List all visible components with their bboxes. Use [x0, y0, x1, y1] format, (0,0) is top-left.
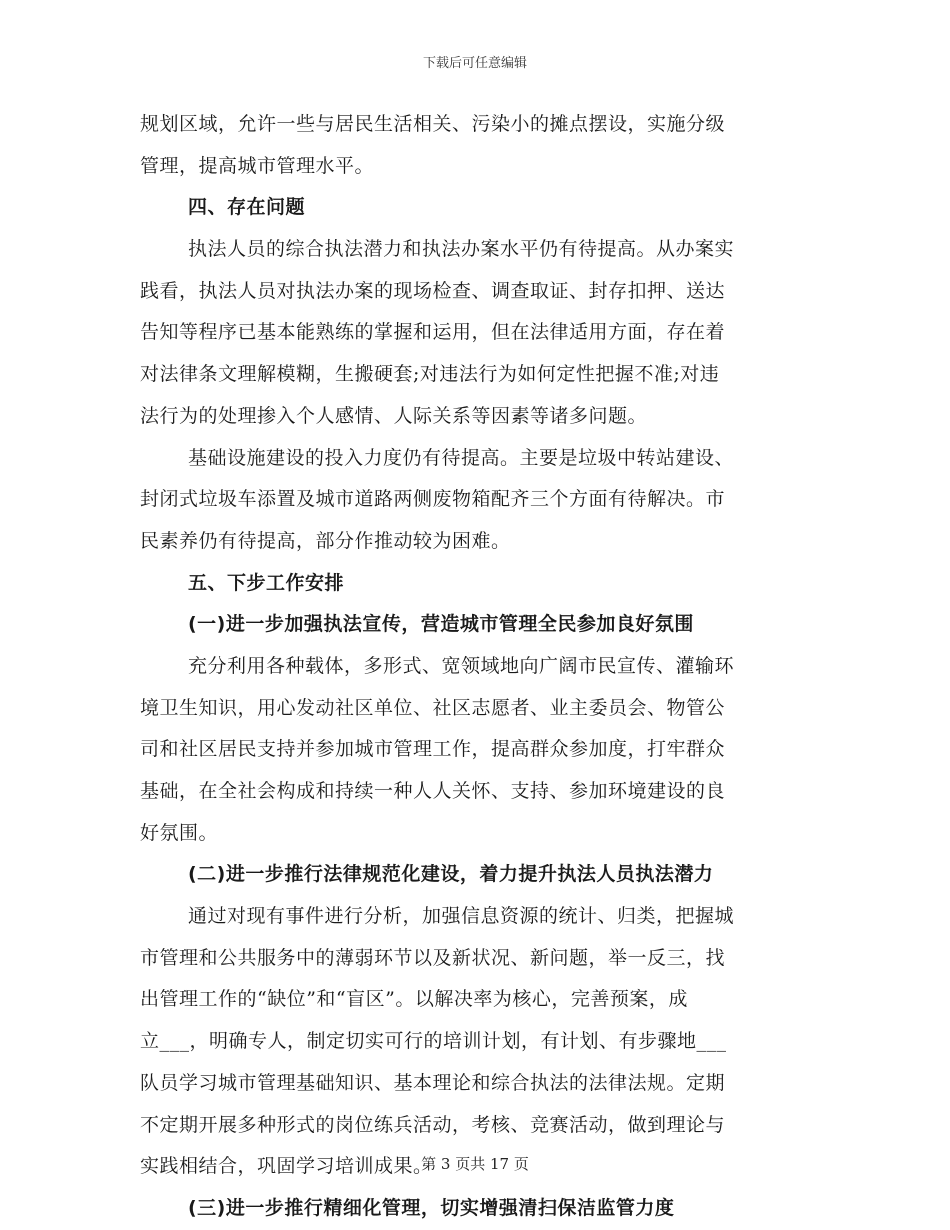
paragraph-line: 践看，执法人员对执法办案的现场检查、调查取证、封存扣押、送达: [140, 279, 726, 302]
paragraph-line: 队员学习城市管理基础知识、基本理论和综合执法的法律法规。定期: [140, 1071, 726, 1094]
paragraph-line: 基础，在全社会构成和持续一种人人关怀、支持、参加环境建设的良: [140, 780, 726, 802]
page-number: 第 3 页共 17 页: [421, 1155, 529, 1173]
paragraph-line: 市管理和公共服务中的薄弱环节以及新状况、新问题，举一反三，找: [140, 946, 726, 969]
subsection-heading: (二)进一步推行法律规范化建设，着力提升执法人员执法潜力: [188, 863, 714, 886]
paragraph-line: 好氛围。: [140, 821, 219, 844]
paragraph-line: 不定期开展多种形式的岗位练兵活动，考核、竞赛活动，做到理论与: [140, 1113, 726, 1136]
paragraph-line: 告知等程序已基本能熟练的掌握和运用，但在法律适用方面，存在着: [140, 321, 726, 344]
paragraph-line: 立___，明确专人，制定切实可行的培训计划，有计划、有步骤地___: [140, 1030, 727, 1053]
paragraph-line: 充分利用各种载体，多形式、宽领域地向广阔市民宣传、灌输环: [188, 654, 735, 677]
paragraph-line: 对法律条文理解模糊，生搬硬套;对违法行为如何定性把握不准;对违: [140, 363, 720, 386]
paragraph-line: 执法人员的综合执法潜力和执法办案水平仍有待提高。从办案实: [188, 238, 735, 261]
subsection-heading: (三)进一步推行精细化管理，切实增强清扫保洁监管力度: [188, 1196, 675, 1219]
paragraph-line: 封闭式垃圾车添置及城市道路两侧废物箱配齐三个方面有待解决。市: [140, 488, 726, 511]
subsection-heading: (一)进一步加强执法宣传，营造城市管理全民参加良好氛围: [188, 613, 694, 636]
paragraph-line: 境卫生知识，用心发动社区单位、社区志愿者、业主委员会、物管公: [140, 696, 726, 719]
section-heading: 四、存在问题: [188, 196, 306, 219]
paragraph-line: 基础设施建设的投入力度仍有待提高。主要是垃圾中转站建设、: [188, 446, 735, 469]
paragraph-line: 法行为的处理掺入个人感情、人际关系等因素等诸多问题。: [140, 404, 648, 427]
paragraph-line: 民素养仍有待提高，部分作推动较为困难。: [140, 529, 511, 552]
paragraph-line: 出管理工作的“缺位”和“盲区”。以解决率为核心，完善预案，成: [140, 988, 688, 1011]
document-body: [140, 104, 810, 1230]
paragraph-line: 管理，提高城市管理水平。: [140, 154, 375, 177]
paragraph-line: 司和社区居民支持并参加城市管理工作，提高群众参加度，打牢群众: [140, 738, 726, 761]
paragraph-line: 实践相结合，巩固学习培训成果。: [140, 1155, 433, 1178]
section-heading: 五、下步工作安排: [188, 571, 345, 594]
paragraph-line: 通过对现有事件进行分析，加强信息资源的统计、归类，把握城: [188, 905, 735, 928]
page-header-note: 下载后可任意编辑: [422, 56, 527, 71]
paragraph-line: 规划区域，允许一些与居民生活相关、污染小的摊点摆设，实施分级: [140, 113, 726, 135]
